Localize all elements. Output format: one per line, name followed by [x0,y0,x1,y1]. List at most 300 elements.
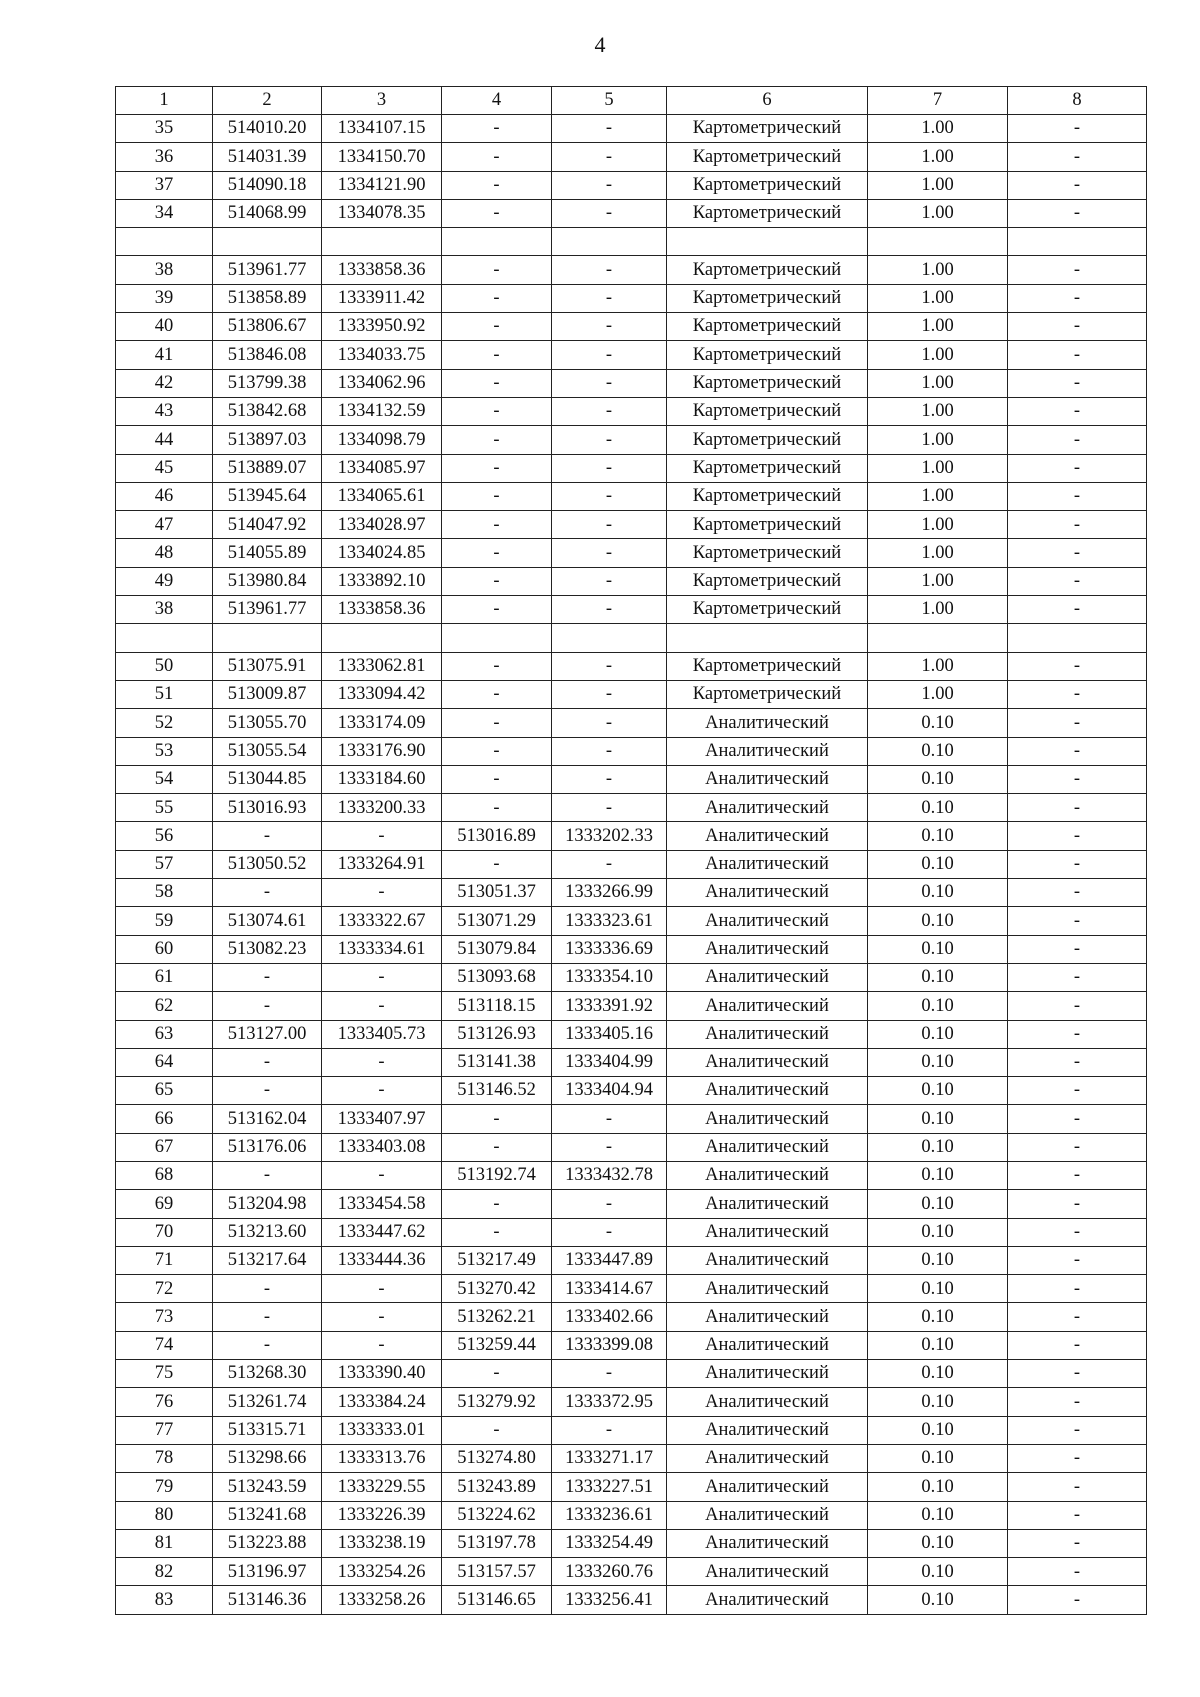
table-cell: 38 [116,256,213,284]
table-cell: 1333260.76 [552,1558,667,1586]
table-cell: 514010.20 [213,115,322,143]
table-header-row [116,87,1147,115]
table-cell: 1333334.61 [322,935,442,963]
table-cell: 80 [116,1501,213,1529]
table-cell: 1333402.66 [552,1303,667,1331]
table-cell: - [442,652,552,680]
table-cell: Аналитический [667,850,868,878]
table-row [116,879,1147,907]
table-cell: - [322,1161,442,1189]
table-cell [322,228,442,256]
table-row [116,822,1147,850]
table-cell: 1334028.97 [322,511,442,539]
table-cell: 1333405.16 [552,1020,667,1048]
table-cell [868,624,1008,652]
table-cell: - [322,879,442,907]
table-cell: 1.00 [868,596,1008,624]
table-cell: 65 [116,1077,213,1105]
table-cell: - [552,143,667,171]
table-cell: 513945.64 [213,482,322,510]
table-cell: - [552,426,667,454]
table-cell: 59 [116,907,213,935]
table-cell: - [1008,765,1147,793]
table-cell: - [442,313,552,341]
table-cell: 514047.92 [213,511,322,539]
table-cell: 0.10 [868,1133,1008,1161]
table-cell: 1333911.42 [322,284,442,312]
table-row [116,596,1147,624]
table-row [116,709,1147,737]
table-cell: - [552,652,667,680]
table-cell: 1333407.97 [322,1105,442,1133]
table-cell: 513118.15 [442,992,552,1020]
table-cell: 513858.89 [213,284,322,312]
table-cell: - [442,765,552,793]
table-cell [868,228,1008,256]
table-row [116,115,1147,143]
table-cell: - [552,454,667,482]
table-cell: - [552,709,667,737]
table-row [116,794,1147,822]
table-cell: - [552,511,667,539]
table-cell: - [1008,1048,1147,1076]
table-cell: - [442,369,552,397]
table-cell: - [322,1303,442,1331]
table-cell: - [552,341,667,369]
table-cell: - [213,992,322,1020]
table-cell: 76 [116,1388,213,1416]
table-cell: - [1008,115,1147,143]
table-row [116,1105,1147,1133]
table-cell: - [1008,1077,1147,1105]
table-cell: 1333405.73 [322,1020,442,1048]
table-cell: 1333391.92 [552,992,667,1020]
table-cell: Картометрический [667,680,868,708]
table-row [116,935,1147,963]
table-row [116,199,1147,227]
table-cell: 0.10 [868,1048,1008,1076]
table-cell: - [213,1331,322,1359]
table-cell: Картометрический [667,171,868,199]
table-cell: 513259.44 [442,1331,552,1359]
table-cell: - [1008,1161,1147,1189]
table-cell: 1334107.15 [322,115,442,143]
table-row [116,341,1147,369]
table-cell: 77 [116,1416,213,1444]
table-cell: Аналитический [667,794,868,822]
table-cell: - [213,1275,322,1303]
table-cell: 513093.68 [442,963,552,991]
table-cell: - [1008,511,1147,539]
table-cell: - [1008,737,1147,765]
table-cell: - [1008,1416,1147,1444]
table-cell: - [442,709,552,737]
table-cell: 52 [116,709,213,737]
table-cell: - [552,765,667,793]
table-cell: 72 [116,1275,213,1303]
table-cell: - [442,539,552,567]
table-cell: Картометрический [667,369,868,397]
table-cell: 513806.67 [213,313,322,341]
table-cell: 513044.85 [213,765,322,793]
table-cell: 514068.99 [213,199,322,227]
table-row [116,397,1147,425]
table-row [116,624,1147,652]
table-cell: 0.10 [868,822,1008,850]
table-cell: 57 [116,850,213,878]
column-header: 8 [1008,87,1147,115]
table-row [116,1190,1147,1218]
table-cell: 0.10 [868,1529,1008,1557]
table-cell: - [552,1218,667,1246]
table-cell: - [442,171,552,199]
table-cell: 513196.97 [213,1558,322,1586]
table-cell: 1333184.60 [322,765,442,793]
table-cell: - [552,369,667,397]
table-row [116,1303,1147,1331]
table-cell: Аналитический [667,1388,868,1416]
table-cell: 0.10 [868,1020,1008,1048]
table-cell: 1.00 [868,199,1008,227]
table-cell: Аналитический [667,1473,868,1501]
table-cell: 0.10 [868,1388,1008,1416]
table-cell: 44 [116,426,213,454]
table-cell: Аналитический [667,1303,868,1331]
table-cell: 513204.98 [213,1190,322,1218]
table-row [116,1501,1147,1529]
table-cell: - [213,1077,322,1105]
table-row [116,765,1147,793]
table-cell: - [1008,907,1147,935]
table-cell: 514090.18 [213,171,322,199]
table-cell: 0.10 [868,907,1008,935]
table-cell: - [1008,284,1147,312]
table-row [116,1331,1147,1359]
table-cell: 513146.36 [213,1586,322,1614]
table-row [116,1473,1147,1501]
table-cell: 63 [116,1020,213,1048]
table-row [116,963,1147,991]
table-cell: 1334062.96 [322,369,442,397]
table-cell: Картометрический [667,482,868,510]
table-row [116,1360,1147,1388]
table-cell: - [442,794,552,822]
table-cell: 0.10 [868,1161,1008,1189]
table-cell: 0.10 [868,963,1008,991]
table-cell: 79 [116,1473,213,1501]
table-cell [552,624,667,652]
table-body [116,115,1147,1615]
table-cell: - [1008,1529,1147,1557]
table-cell: 82 [116,1558,213,1586]
table-cell: 1333174.09 [322,709,442,737]
table-cell: 513009.87 [213,680,322,708]
table-cell: 67 [116,1133,213,1161]
table-row [116,511,1147,539]
table-cell: 513157.57 [442,1558,552,1586]
table-cell: 1333256.41 [552,1586,667,1614]
table-cell [213,624,322,652]
table-cell: - [442,143,552,171]
table-cell: - [442,567,552,595]
table-cell: Картометрический [667,539,868,567]
table-cell: 39 [116,284,213,312]
table-cell: Картометрический [667,397,868,425]
table-cell: 1333094.42 [322,680,442,708]
table-cell: - [442,115,552,143]
table-cell: Аналитический [667,1416,868,1444]
table-cell: 513243.59 [213,1473,322,1501]
table-row [116,1133,1147,1161]
table-cell: - [1008,482,1147,510]
table-cell: 513192.74 [442,1161,552,1189]
table-cell: Аналитический [667,1246,868,1274]
table-cell: 43 [116,397,213,425]
table-cell: - [1008,1190,1147,1218]
table-cell: 513241.68 [213,1501,322,1529]
table-cell: 73 [116,1303,213,1331]
table-cell: Картометрический [667,313,868,341]
table-cell: 78 [116,1444,213,1472]
table-cell: 1333226.39 [322,1501,442,1529]
table-cell: - [552,1133,667,1161]
table-row [116,1077,1147,1105]
table-cell: 513243.89 [442,1473,552,1501]
table-cell: - [1008,426,1147,454]
table-cell: 513126.93 [442,1020,552,1048]
table-cell: Аналитический [667,992,868,1020]
table-cell: - [1008,935,1147,963]
table-cell: 0.10 [868,1558,1008,1586]
table-row [116,482,1147,510]
table-cell: - [1008,1020,1147,1048]
table-cell: Аналитический [667,709,868,737]
table-cell: 1333202.33 [552,822,667,850]
table-row [116,1048,1147,1076]
table-cell: 1333454.58 [322,1190,442,1218]
table-cell: 513279.92 [442,1388,552,1416]
table-cell: - [1008,1303,1147,1331]
table-cell: 1.00 [868,567,1008,595]
table-cell: - [1008,199,1147,227]
table-row [116,1529,1147,1557]
table-row [116,1558,1147,1586]
table-cell: - [552,596,667,624]
table-cell: 1.00 [868,397,1008,425]
table-cell: - [1008,397,1147,425]
table-cell: 513051.37 [442,879,552,907]
table-cell: 0.10 [868,1416,1008,1444]
table-cell: - [1008,1388,1147,1416]
table-cell: 0.10 [868,935,1008,963]
table-cell: Картометрический [667,341,868,369]
table-cell: 47 [116,511,213,539]
table-row [116,652,1147,680]
table-cell: 1333892.10 [322,567,442,595]
table-cell: 0.10 [868,1444,1008,1472]
table-cell: - [1008,680,1147,708]
table-cell: - [1008,963,1147,991]
table-cell: - [1008,794,1147,822]
table-cell: Аналитический [667,1501,868,1529]
table-cell: 64 [116,1048,213,1076]
table-cell: - [1008,539,1147,567]
column-header: 6 [667,87,868,115]
table-cell: - [213,1303,322,1331]
table-row [116,256,1147,284]
table-cell: Аналитический [667,737,868,765]
table-cell: 71 [116,1246,213,1274]
table-row [116,1218,1147,1246]
table-cell: 1.00 [868,115,1008,143]
table-cell: 1333432.78 [552,1161,667,1189]
table-cell: 0.10 [868,1501,1008,1529]
table-row [116,171,1147,199]
table-cell: - [552,256,667,284]
table-cell: Аналитический [667,765,868,793]
table-cell: 513074.61 [213,907,322,935]
table-cell: 0.10 [868,1331,1008,1359]
table-cell: 56 [116,822,213,850]
table-cell: 1333372.95 [552,1388,667,1416]
table-cell: 1333858.36 [322,596,442,624]
table-cell: 69 [116,1190,213,1218]
table-cell: 513961.77 [213,596,322,624]
table-cell: - [1008,1360,1147,1388]
table-row [116,284,1147,312]
table-row [116,737,1147,765]
column-header: 2 [213,87,322,115]
table-cell: 0.10 [868,850,1008,878]
table-cell: 1.00 [868,652,1008,680]
table-cell: Картометрический [667,596,868,624]
table-cell: 35 [116,115,213,143]
table-cell: - [1008,879,1147,907]
table-cell: - [442,426,552,454]
table-cell: - [1008,313,1147,341]
table-cell: 513016.93 [213,794,322,822]
table-cell: 48 [116,539,213,567]
table-cell: - [552,482,667,510]
table-cell: 53 [116,737,213,765]
table-cell: 1.00 [868,313,1008,341]
table-cell: - [552,850,667,878]
table-cell: - [1008,1218,1147,1246]
table-cell: 1.00 [868,426,1008,454]
column-header: 3 [322,87,442,115]
table-cell: 514055.89 [213,539,322,567]
table-cell: 1333258.26 [322,1586,442,1614]
table-cell: 0.10 [868,737,1008,765]
table-cell: 513224.62 [442,1501,552,1529]
table-cell: 1333403.08 [322,1133,442,1161]
table-cell: 51 [116,680,213,708]
table-cell: - [1008,596,1147,624]
column-header: 4 [442,87,552,115]
table-cell: - [322,992,442,1020]
table-cell: Картометрический [667,115,868,143]
table-row [116,426,1147,454]
table-cell [667,228,868,256]
table-cell: 1.00 [868,256,1008,284]
table-cell: 55 [116,794,213,822]
table-row [116,567,1147,595]
table-cell: 1.00 [868,539,1008,567]
table-cell [552,228,667,256]
table-cell [322,624,442,652]
table-cell: - [213,1161,322,1189]
table-cell: 1.00 [868,680,1008,708]
table-row [116,1586,1147,1614]
table-cell: - [1008,1105,1147,1133]
table-cell: 1333062.81 [322,652,442,680]
table-cell: 1333950.92 [322,313,442,341]
table-cell: 49 [116,567,213,595]
table-row [116,454,1147,482]
table-cell: - [1008,822,1147,850]
table-cell: - [442,680,552,708]
table-cell: 0.10 [868,1303,1008,1331]
table-row [116,1020,1147,1048]
table-cell: - [552,1190,667,1218]
table-row [116,143,1147,171]
table-cell: 1333176.90 [322,737,442,765]
table-cell: Аналитический [667,1218,868,1246]
table-cell [442,228,552,256]
table-cell: - [552,284,667,312]
table-cell: 1333229.55 [322,1473,442,1501]
table-cell: - [442,596,552,624]
table-cell: 1333333.01 [322,1416,442,1444]
table-cell: - [442,284,552,312]
table-cell: 513141.38 [442,1048,552,1076]
table-cell: 513075.91 [213,652,322,680]
table-cell: 1334121.90 [322,171,442,199]
table-cell: - [552,199,667,227]
table-cell: - [442,1190,552,1218]
table-cell: 38 [116,596,213,624]
table-cell: 37 [116,171,213,199]
table-cell: 513055.70 [213,709,322,737]
table-cell: 1333447.89 [552,1246,667,1274]
table-cell: 1334150.70 [322,143,442,171]
table-cell: 513071.29 [442,907,552,935]
table-cell: Картометрический [667,652,868,680]
table-cell: Аналитический [667,1020,868,1048]
table-cell [1008,228,1147,256]
table-cell: 1333354.10 [552,963,667,991]
table-cell: - [1008,454,1147,482]
table-cell: - [552,1416,667,1444]
table-cell [1008,624,1147,652]
table-row [116,1416,1147,1444]
table-cell: 0.10 [868,709,1008,737]
table-cell: - [442,1105,552,1133]
table-row [116,539,1147,567]
table-cell: 75 [116,1360,213,1388]
table-cell: 513217.49 [442,1246,552,1274]
table-cell: Аналитический [667,1133,868,1161]
table-cell: 1333238.19 [322,1529,442,1557]
table-cell: 513799.38 [213,369,322,397]
table-cell: 1.00 [868,369,1008,397]
table-cell: - [442,1218,552,1246]
table-cell: 0.10 [868,794,1008,822]
table-cell: 513082.23 [213,935,322,963]
table-cell: 1333399.08 [552,1331,667,1359]
table-cell: 1.00 [868,143,1008,171]
table-cell: 513897.03 [213,426,322,454]
